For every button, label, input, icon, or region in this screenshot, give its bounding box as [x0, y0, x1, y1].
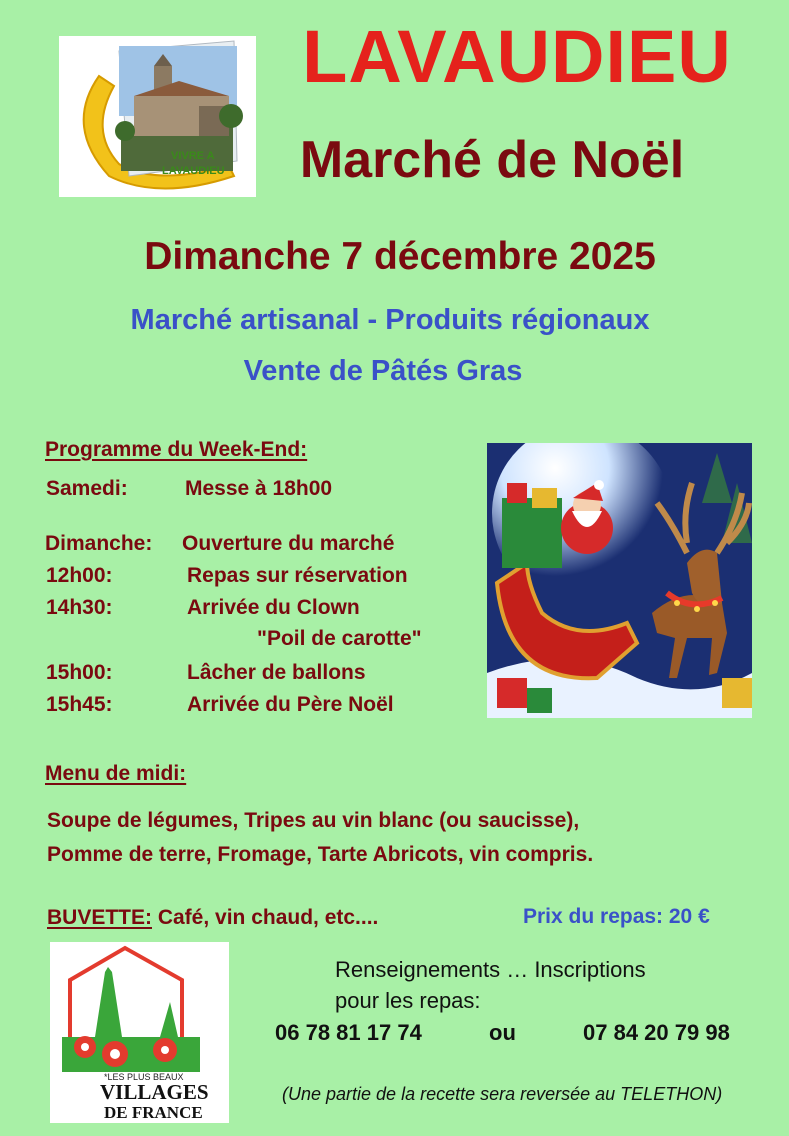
vivre-a-lavaudieu-logo	[59, 36, 256, 197]
programme-desc: Arrivée du Père Noël	[187, 693, 394, 716]
programme-time: Dimanche:	[45, 532, 153, 555]
plus-beaux-villages-logo	[50, 942, 229, 1123]
svg-text:VIVRE A: VIVRE A	[171, 150, 215, 162]
programme-time: 15h00:	[46, 661, 113, 684]
menu-heading: Menu de midi:	[45, 762, 187, 785]
programme-time: 12h00:	[46, 564, 113, 587]
contact-line: Renseignements … Inscriptions	[335, 957, 646, 982]
svg-text:DE FRANCE: DE FRANCE	[104, 1103, 203, 1122]
programme-heading: Programme du Week-End:	[45, 438, 308, 461]
programme-desc: Ouverture du marché	[182, 532, 395, 555]
programme-desc: Arrivée du Clown	[187, 596, 360, 619]
svg-text:*LES PLUS BEAUX: *LES PLUS BEAUX	[104, 1072, 184, 1082]
buvette-line	[47, 905, 378, 930]
programme-time: 14h30:	[46, 596, 113, 619]
programme-desc: "Poil de carotte"	[257, 627, 422, 650]
svg-text:VILLAGES: VILLAGES	[100, 1080, 209, 1104]
santa-sleigh-illustration	[487, 443, 752, 718]
meal-price: Prix du repas: 20 €	[523, 905, 710, 928]
programme-desc: Lâcher de ballons	[187, 661, 366, 684]
programme-time: Samedi:	[46, 477, 128, 500]
buvette-label: BUVETTE:	[47, 906, 152, 929]
phone-separator: ou	[489, 1020, 516, 1045]
contact-line: pour les repas:	[335, 988, 481, 1013]
page-title: LAVAUDIEU	[302, 15, 732, 98]
event-date: Dimanche 7 décembre 2025	[144, 235, 656, 278]
menu-line: Soupe de légumes, Tripes au vin blanc (ou saucisse),	[47, 809, 580, 832]
menu-line: Pomme de terre, Fromage, Tarte Abricots, vin compris.	[47, 843, 594, 866]
market-description: Marché artisanal - Produits régionaux	[130, 304, 650, 336]
buvette-text: Café, vin chaud, etc....	[152, 906, 379, 929]
programme-desc: Messe à 18h00	[185, 477, 333, 500]
programme-time: 15h45:	[46, 693, 113, 716]
pates-sale-line: Vente de Pâtés Gras	[243, 355, 523, 387]
svg-text:LAVAUDIEU: LAVAUDIEU	[162, 165, 225, 177]
phone-number[interactable]: 07 84 20 79 98	[583, 1020, 730, 1045]
phone-number[interactable]: 06 78 81 17 74	[275, 1020, 422, 1045]
telethon-note: (Une partie de la recette sera reversée au TELETHON)	[282, 1084, 723, 1104]
programme-desc: Repas sur réservation	[187, 564, 408, 587]
event-subtitle: Marché de Noël	[299, 131, 685, 189]
